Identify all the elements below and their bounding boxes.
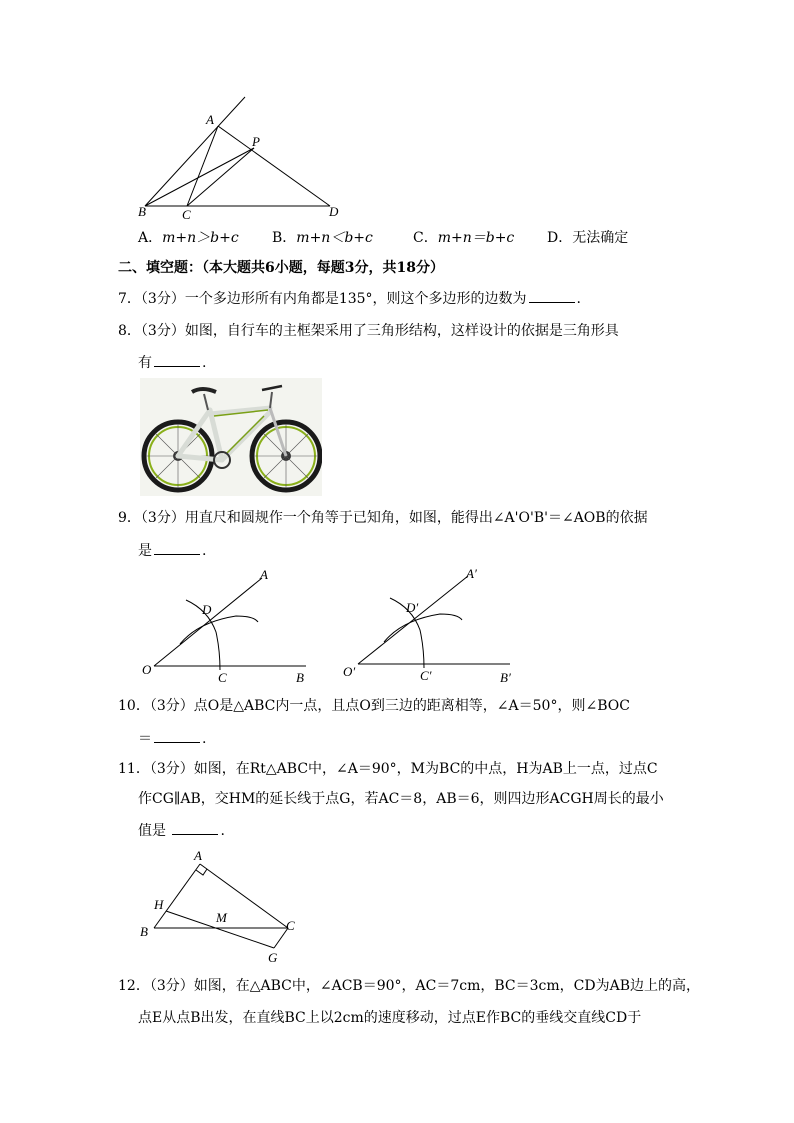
question-12-line2: 点E从点B出发，在直线BC上以2cm的速度移动，过点E作BC的垂线交直线CD于 — [138, 1010, 642, 1026]
fig11-label-m: M — [216, 910, 227, 925]
question-10-line1: 10．（3分）点O是△ABC内一点，且点O到三边的距离相等，∠A＝50°，则∠BOC — [118, 698, 630, 714]
question-11-line2: 作CG∥AB，交HM的延长线于点G，若AC＝8，AB＝6，则四边形ACGH周长的最小 — [138, 791, 664, 807]
fig11-label-g: G — [268, 950, 278, 965]
option-c[interactable]: C．m+n＝b+c — [413, 230, 515, 246]
fig9-left-label-d: D — [202, 602, 212, 617]
question-11-line3: 值是 . — [138, 820, 225, 841]
fig9-right-label-a: A′ — [466, 566, 477, 581]
fig11-label-c: C — [286, 918, 295, 933]
fig6-label-b: B — [138, 204, 146, 219]
answer-blank[interactable] — [154, 540, 200, 555]
question-7: 7．（3分）一个多边形所有内角都是135°，则这个多边形的边数为 . — [118, 288, 581, 309]
fig6-label-c: C — [182, 207, 191, 222]
section-heading: 二、填空题：（本大题共6小题，每题3分，共18分） — [118, 260, 444, 276]
angle-construction-right — [340, 562, 530, 688]
fig9-right-label-b: B′ — [500, 670, 511, 685]
answer-blank[interactable] — [154, 728, 200, 743]
question-8-line1: 8．（3分）如图，自行车的主框架采用了三角形结构，这样设计的依据是三角形具 — [118, 323, 619, 339]
option-b[interactable]: B．m+n＜b+c — [272, 230, 373, 246]
bicycle-image — [140, 378, 322, 496]
question-9-line2: 是 . — [138, 540, 206, 561]
right-triangle-figure-q11 — [134, 848, 304, 966]
fig9-left-label-a: A — [260, 567, 268, 582]
question-9-line1: 9．（3分）用直尺和圆规作一个角等于已知角，如图，能得出∠A'O'B'＝∠AOB的依据 — [118, 510, 648, 526]
answer-blank[interactable] — [529, 288, 575, 303]
angle-construction-left — [138, 566, 318, 688]
question-10-line2: ＝ . — [138, 728, 206, 749]
answer-blank[interactable] — [154, 352, 200, 367]
triangle-figure-q6 — [130, 92, 360, 222]
fig6-label-d: D — [329, 204, 339, 219]
fig9-right-label-o: O′ — [343, 664, 356, 679]
fig9-right-label-d: D′ — [406, 600, 419, 615]
fig9-left-label-b: B — [296, 670, 304, 685]
fig9-left-label-c: C — [218, 670, 227, 685]
fig11-label-a: A — [194, 848, 202, 863]
fig11-label-b: B — [140, 924, 148, 939]
fig9-right-label-c: C′ — [420, 668, 432, 683]
option-d[interactable]: D．无法确定 — [547, 230, 629, 246]
option-a[interactable]: A．m+n＞b+c — [138, 230, 239, 246]
question-8-line2: 有 . — [138, 352, 206, 373]
fig6-label-p: P — [252, 134, 260, 149]
fig9-left-label-o: O — [142, 662, 152, 677]
question-11-line1: 11．（3分）如图，在Rt△ABC中，∠A＝90°，M为BC的中点，H为AB上一点，过点C — [118, 761, 658, 777]
fig11-label-h: H — [154, 897, 164, 912]
fig6-label-a: A — [206, 112, 214, 127]
answer-blank[interactable] — [172, 820, 218, 835]
question-12-line1: 12．（3分）如图，在△ABC中，∠ACB＝90°，AC＝7cm，BC＝3cm，CD为AB边上的高， — [118, 978, 700, 994]
